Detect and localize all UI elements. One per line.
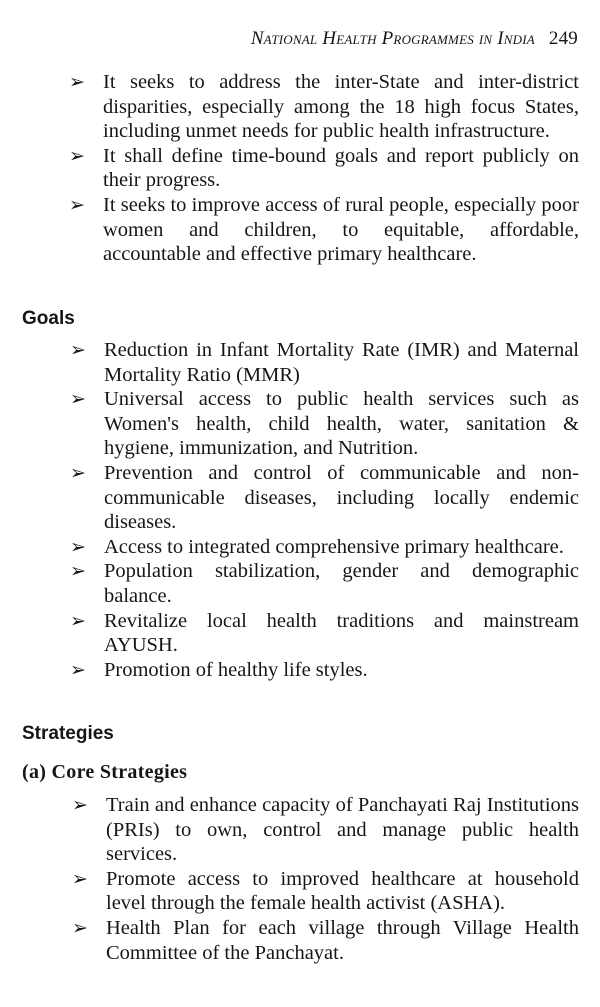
arrow-bullet-icon: ➢ [70, 339, 86, 361]
list-item-text: It seeks to address the inter-State and inter-district disparities, especially among the 18 high focus States, including unmet needs for public health infrastructure. [103, 71, 579, 143]
arrow-bullet-icon: ➢ [70, 560, 86, 583]
list-item-text: Promote access to improved healthcare at household level through the female health activist (ASHA). [106, 867, 579, 915]
arrow-bullet-icon: ➢ [69, 71, 85, 93]
arrow-bullet-icon: ➢ [70, 461, 86, 484]
list-item-text: Train and enhance capacity of Panchayati Raj Institutions (PRIs) to own, control and manage public health services. [106, 794, 579, 866]
list-item-text: Universal access to public health services such as Women's health, child health, water, sanitation & hygiene, immunization, and Nutrition. [104, 388, 579, 460]
list-item-text: Reduction in Infant Mortality Rate (IMR) and Maternal Mortality Ratio (MMR) [104, 339, 579, 386]
list-item [69, 144, 579, 193]
running-header [251, 28, 578, 50]
list-item-text: It seeks to improve access of rural people, especially poor women and children, to equitable, affordable, accountable and effective primary healthcare. [103, 193, 579, 266]
list-item [70, 338, 579, 387]
list-item [72, 793, 579, 867]
running-header-title: National Health Programmes in India [250, 28, 535, 49]
list-item [70, 658, 579, 683]
page-number: 249 [548, 28, 578, 49]
list-item-text: Access to integrated comprehensive primary healthcare. [104, 535, 564, 558]
core-strategies-heading: (a) Core Strategies [22, 761, 188, 783]
list-item-text: Prevention and control of communicable and non-communicable diseases, including locally endemic diseases. [104, 461, 579, 534]
arrow-bullet-icon: ➢ [72, 794, 88, 816]
core-strategies-list [72, 793, 579, 965]
arrow-bullet-icon: ➢ [72, 867, 88, 890]
arrow-bullet-icon: ➢ [72, 916, 88, 939]
list-item [70, 559, 579, 608]
list-item [70, 387, 579, 461]
arrow-bullet-icon: ➢ [69, 144, 85, 167]
strategies-heading: Strategies [22, 723, 114, 744]
arrow-bullet-icon: ➢ [70, 658, 86, 681]
list-item [70, 609, 579, 658]
list-item [69, 70, 579, 144]
list-item-text: It shall define time-bound goals and report publicly on their progress. [103, 144, 579, 192]
list-item [69, 193, 579, 267]
list-item [70, 461, 579, 535]
intro-list [69, 70, 579, 267]
arrow-bullet-icon: ➢ [70, 388, 86, 411]
goals-heading: Goals [22, 308, 75, 329]
list-item-text: Health Plan for each village through Village Health Committee of the Panchayat. [106, 916, 579, 964]
arrow-bullet-icon: ➢ [69, 193, 85, 216]
list-item-text: Revitalize local health traditions and mainstream AYUSH. [104, 609, 579, 657]
arrow-bullet-icon: ➢ [70, 535, 86, 558]
list-item [70, 535, 579, 560]
goals-list [70, 338, 579, 682]
list-item [72, 916, 579, 965]
arrow-bullet-icon: ➢ [70, 609, 86, 632]
list-item-text: Population stabilization, gender and demographic balance. [104, 560, 579, 607]
list-item [72, 867, 579, 916]
list-item-text: Promotion of healthy life styles. [104, 658, 368, 681]
